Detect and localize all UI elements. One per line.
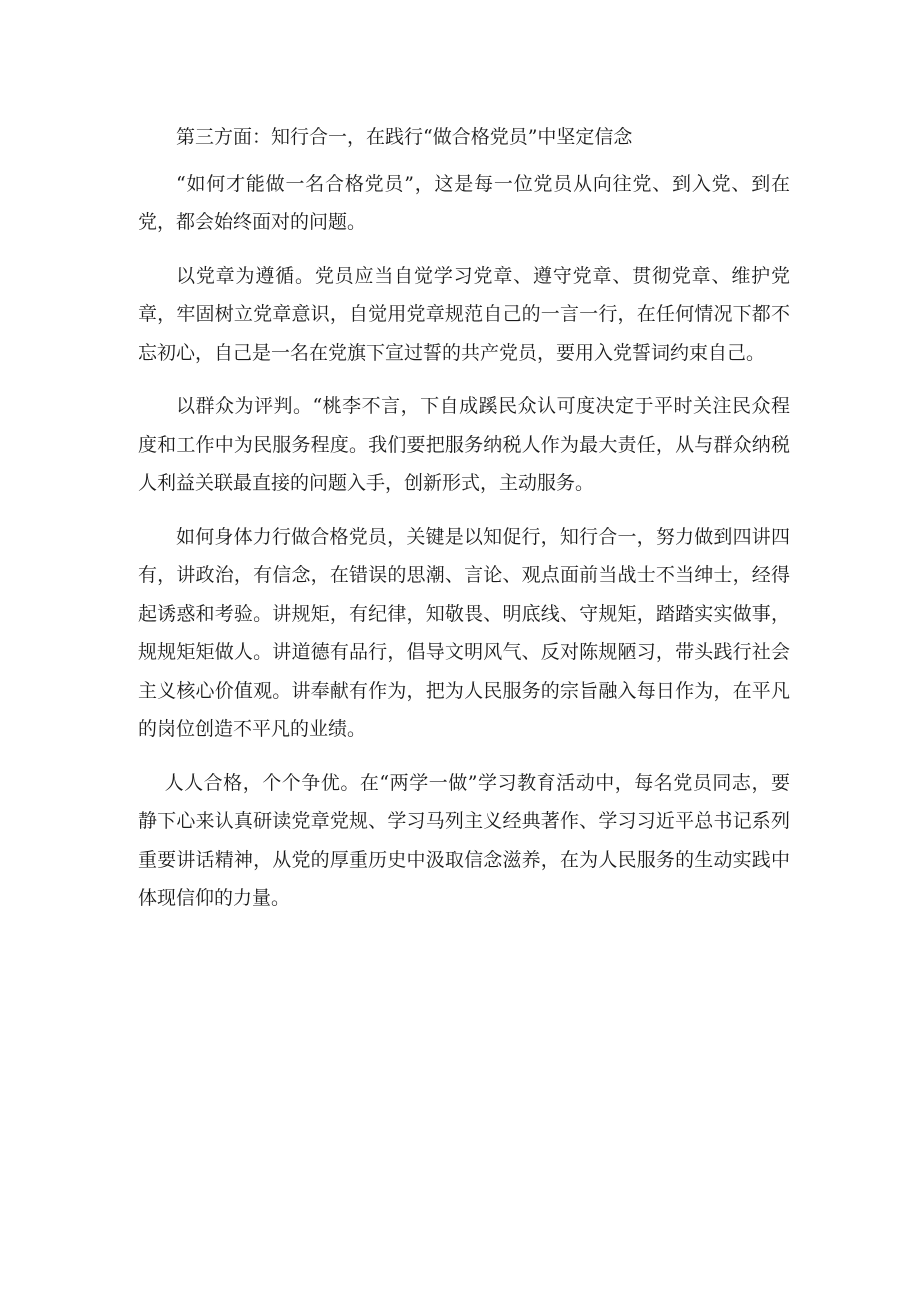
paragraph-question: “如何才能做一名合格党员”，这是每一位党员从向往党、到入党、到在党，都会始终面对的问题。 xyxy=(138,172,790,233)
paragraph-everyone-qualified: 人人合格，个个争优。在“两学一做”学习教育活动中，每名党员同志，要静下心来认真研读党章党规、学习马列主义经典著作、学习习近平总书记系列重要讲话精神，从党的厚重历史中汲取信念滋养，在为人民服务的生动实践中体现信仰的力量。 xyxy=(138,771,790,909)
paragraph-practice: 如何身体力行做合格党员，关键是以知促行，知行合一，努力做到四讲四有，讲政治，有信念，在错误的思潮、言论、观点面前当战士不当绅士，经得起诱惑和考验。讲规矩，有纪律，知敬畏、明底线、守规矩，踏踏实实做事，规规矩矩做人。讲道德有品行，倡导文明风气、反对陈规陋习，带头践行社会主义核心价值观。讲奉献有作为，把为人民服务的宗旨融入每日作为，在平凡的岗位创造不平凡的业绩。 xyxy=(138,525,790,740)
paragraph-party-constitution: 以党章为遵循。党员应当自觉学习党章、遵守党章、贯彻党章、维护党章，牢固树立党章意识，自觉用党章规范自己的一言一行，在任何情况下都不忘初心，自己是一名在党旗下宣过誓的共产党员，要用入党誓词约束自己。 xyxy=(138,264,790,364)
document-body xyxy=(138,118,790,933)
section-heading: 第三方面：知行合一，在践行“做合格党员”中坚定信念 xyxy=(176,126,633,148)
paragraph-masses: 以群众为评判。“桃李不言，下自成蹊民众认可度决定于平时关注民众程度和工作中为民服务程度。我们要把服务纳税人作为最大责任，从与群众纳税人利益关联最直接的问题入手，创新形式，主动服务。 xyxy=(138,395,790,494)
